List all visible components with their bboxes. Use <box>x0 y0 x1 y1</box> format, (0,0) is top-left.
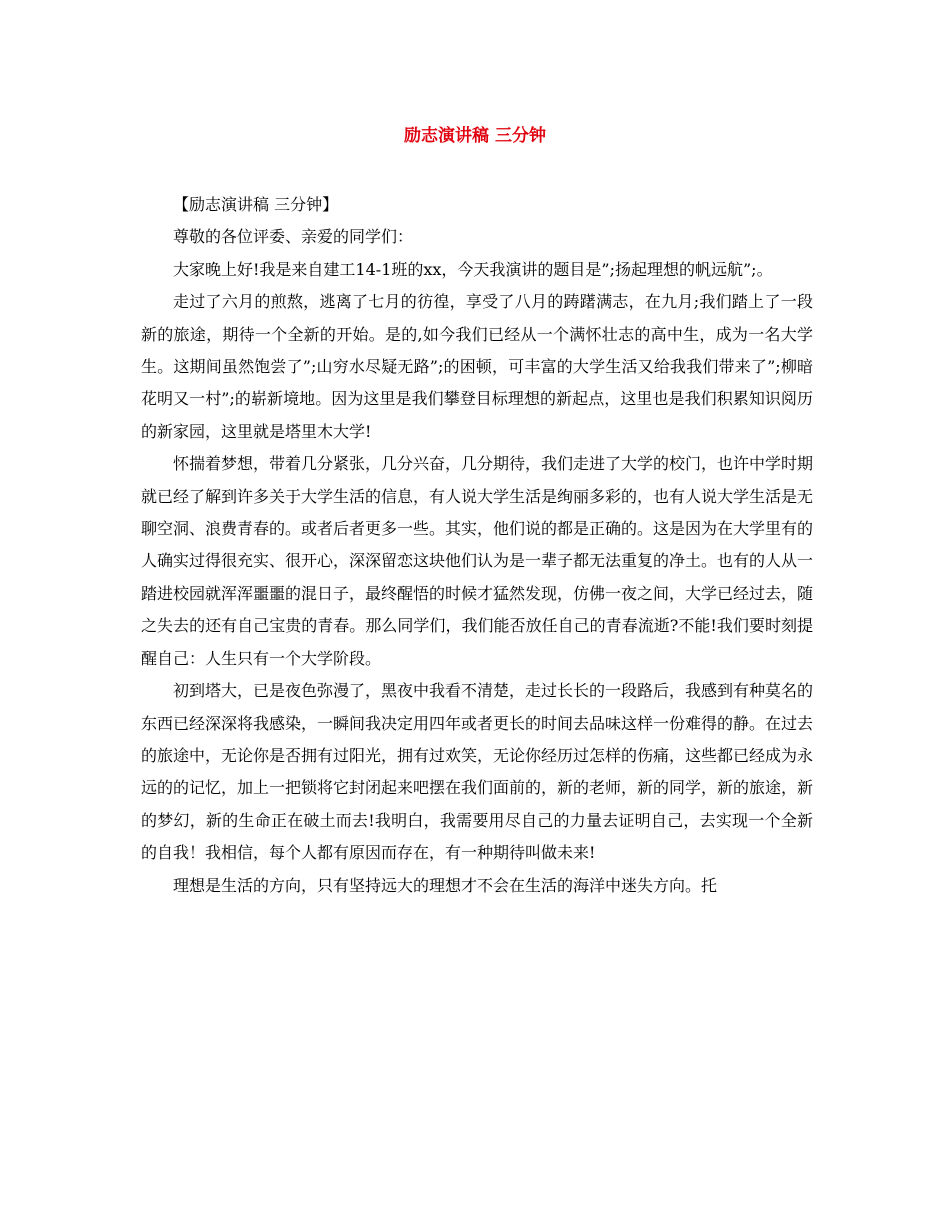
paragraph-greeting: 大家晚上好!我是来自建工14-1班的xx，今天我演讲的题目是”;扬起理想的帆远航”;。 <box>173 259 773 279</box>
paragraph-salutation: 尊敬的各位评委、亲爱的同学们： <box>173 227 414 247</box>
paragraph: 怀揣着梦想，带着几分紧张，几分兴奋，几分期待，我们走进了大学的校门，也许中学时期就已经了解到许多关于大学生活的信息，有人说大学生活是绚丽多彩的，也有人说大学生活是无聊空洞、浪费青春的。或者后者更多一些。其实，他们说的都是正确的。这是因为在大学里有的人确实过得很充实、很开心，深深留恋这块他们认为是一辈子都无法重复的净土。也有的人从一踏进校园就浑浑噩噩的混日子，最终醒悟的时候才猛然发现，仿佛一夜之间，大学已经过去，随之失去的还有自己宝贵的青春。那么同学们，我们能否放任自己的青春流逝?不能!我们要时刻提醒自己：人生只有一个大学阶段。 <box>141 454 814 668</box>
paragraph-heading: 【励志演讲稿 三分钟】 <box>173 195 339 214</box>
document-body <box>141 189 813 902</box>
paragraph: 理想是生活的方向，只有坚持远大的理想才不会在生活的海洋中迷失方向。托 <box>173 875 718 895</box>
paragraph: 走过了六月的煎熬，逃离了七月的彷徨，享受了八月的踌躇满志，在九月;我们踏上了一段新的旅途，期待一个全新的开始。是的,如今我们已经从一个满怀壮志的高中生，成为一名大学生。这期间虽然饱尝了”;山穷水尽疑无路”;的困顿，可丰富的大学生活又给我我们带来了”;柳暗花明又一村”;的崭新境地。因为这里是我们攀登目标理想的新起点，这里也是我们积累知识阅历的新家园，这里就是塔里木大学! <box>141 292 813 441</box>
document-title: 励志演讲稿 三分钟 <box>404 126 546 146</box>
paragraph: 初到塔大，已是夜色弥漫了，黑夜中我看不清楚，走过长长的一段路后，我感到有种莫名的东西已经深深将我感染，一瞬间我决定用四年或者更长的时间去品味这样一份难得的静。在过去的旅途中，无论你是否拥有过阳光，拥有过欢笑，无论你经历过怎样的伤痛，这些都已经成为永远的的记忆，加上一把锁将它封闭起来吧摆在我们面前的，新的老师，新的同学，新的旅途，新的梦幻，新的生命正在破土而去!我明白，我需要用尽自己的力量去证明自己，去实现一个全新的自我！我相信，每个人都有原因而存在，有一种期待叫做未来! <box>141 681 814 863</box>
